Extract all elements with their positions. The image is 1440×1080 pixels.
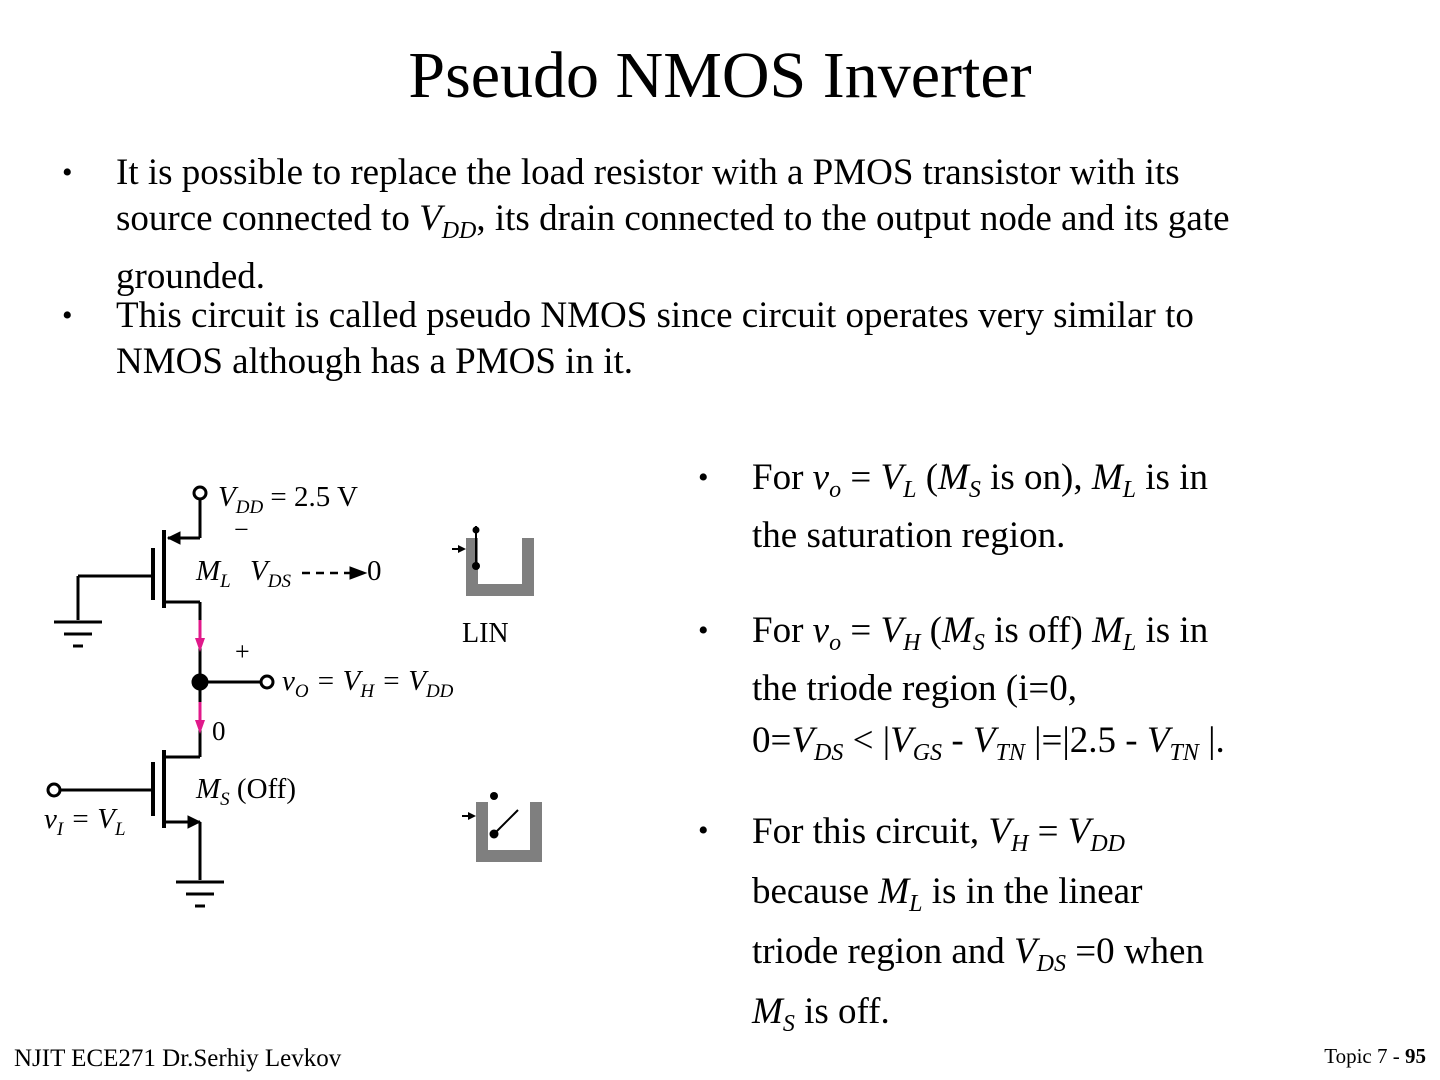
- plus-sign: +: [235, 637, 250, 666]
- right-bullet-3: [752, 808, 1204, 1048]
- right-bullet-2-line-2: the triode region (i=0,: [752, 668, 1077, 709]
- right-bullet-3-line-3: triode region and $V_{DS} =0$ when: [752, 931, 1204, 977]
- vi-label: $v_I = V_L$: [44, 803, 126, 840]
- ms-label: $M_S$ (Off): [196, 773, 296, 810]
- bullet-marker: •: [698, 614, 709, 647]
- intro-bullet-2-line-1: This circuit is called pseudo NMOS since circuit operates very similar to: [116, 295, 1194, 336]
- right-bullet-2-line-1: For $v_o = V_H$ ($M_S$ is off) $M_L$ is in: [752, 610, 1209, 656]
- vds-target-value: 0: [367, 555, 382, 587]
- ml-label: $M_L$: [196, 555, 231, 592]
- intro-bullet-1-line-2: source connected to $V_{DD}$, its drain connected to the output node and its gate: [116, 198, 1230, 244]
- right-bullet-2: [752, 608, 1225, 776]
- intro-bullet-1-line-1: It is possible to replace the load resistor with a PMOS transistor with its: [116, 152, 1180, 193]
- intro-bullet-1-line-3: grounded.: [116, 256, 265, 297]
- footer-course-info: NJIT ECE271 Dr.Serhiy Levkov: [14, 1045, 342, 1072]
- slide-title: Pseudo NMOS Inverter: [408, 39, 1032, 112]
- vdd-terminal: [194, 487, 206, 499]
- intro-bullet-1: [116, 150, 1230, 300]
- input-terminal: [48, 784, 60, 796]
- zero-current-label: 0: [212, 716, 226, 746]
- right-bullet-2-line-3: $0=V_{DS} < |V_{GS} - V_{TN}$ $|=|2.5 - V_{TN}$ |.: [752, 720, 1225, 766]
- footer-page-number: Topic 7 - 95: [1324, 1044, 1426, 1068]
- open-switch-icon: [456, 784, 556, 874]
- closed-switch-icon: [448, 518, 548, 608]
- right-bullet-3-line-4: $M_S$ is off.: [752, 991, 890, 1037]
- bullet-marker: •: [62, 156, 73, 189]
- output-terminal: [261, 676, 273, 688]
- right-bullet-1-line-2: the saturation region.: [752, 515, 1066, 556]
- right-bullet-3-line-2: because $M_L$ is in the linear: [752, 871, 1143, 917]
- right-bullet-3-line-1: For this circuit, $V_H = V_{DD}$: [752, 811, 1125, 857]
- right-bullet-1-line-1: For $v_o = V_L$ ($M_S$ is on), $M_L$ is in: [752, 457, 1208, 503]
- right-bullet-1: [752, 455, 1208, 559]
- bullet-marker: •: [698, 461, 709, 494]
- intro-bullet-2: [116, 293, 1194, 385]
- vo-label: $v_O = V_H = V_{DD}$: [282, 665, 454, 702]
- pseudo-nmos-circuit-diagram: [40, 470, 500, 940]
- minus-sign: −: [234, 515, 249, 544]
- bullet-marker: •: [62, 299, 73, 332]
- bullet-marker: •: [698, 814, 709, 847]
- vdd-label: $V_{DD} = 2.5$ V: [218, 481, 358, 518]
- lin-label: LIN: [462, 618, 509, 649]
- intro-bullet-2-line-2: NMOS although has a PMOS in it.: [116, 341, 634, 382]
- vds-label: $V_{DS}$: [250, 555, 291, 592]
